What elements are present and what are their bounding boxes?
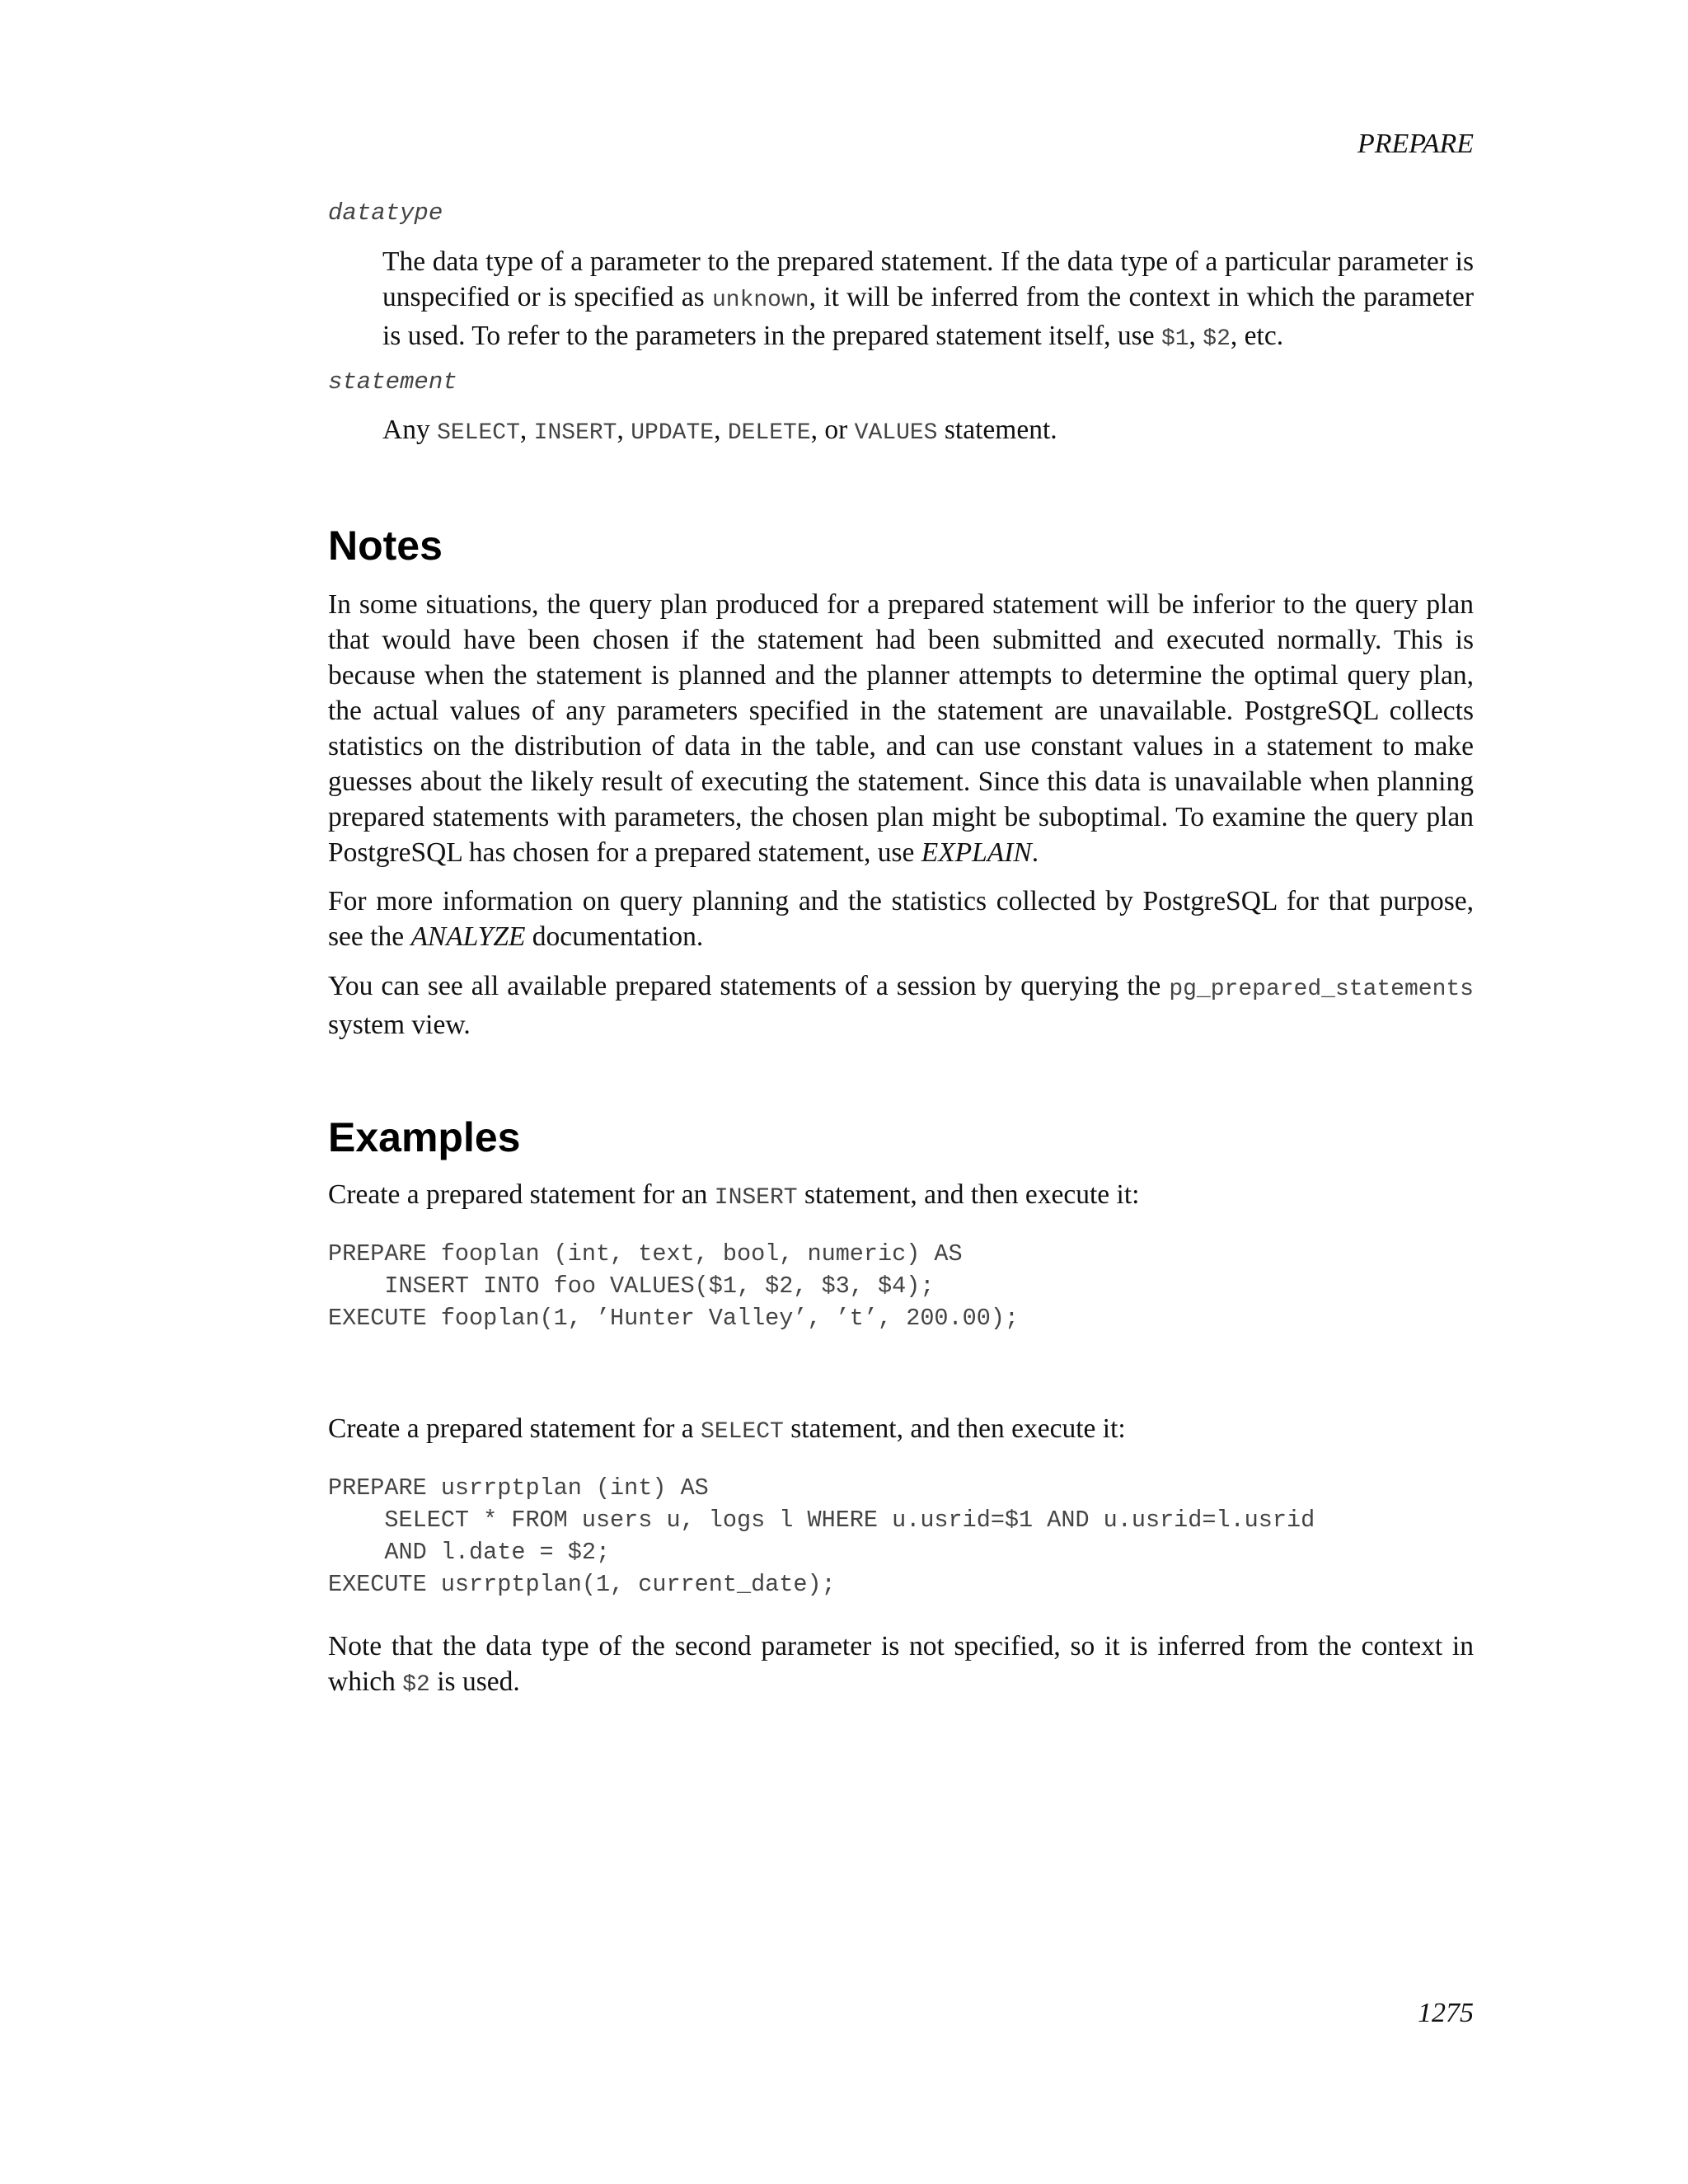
inline-code: SELECT — [437, 420, 520, 446]
link-explain[interactable]: EXPLAIN — [921, 837, 1032, 868]
page-number: 1275 — [1418, 1998, 1474, 2028]
inline-code: $1 — [1160, 326, 1189, 352]
inline-code: $2 — [402, 1672, 430, 1698]
notes-paragraph-3: You can see all available prepared statements of a session by querying the pg_prepared_statements system view. — [328, 971, 1474, 1040]
param-desc-statement: Any SELECT, INSERT, UPDATE, DELETE, or VALUES statement. — [382, 415, 1057, 446]
example-2-intro: Create a prepared statement for a SELECT statement, and then execute it: — [328, 1413, 1126, 1445]
code-block-2: PREPARE usrrptplan (int) AS SELECT * FROM users u, logs l WHERE u.usrid=$1 AND u.usrid=l.usrid AND l.date = $2; EXECUTE usrrptplan(1, current_date); — [328, 1474, 1315, 1598]
section-heading-notes: Notes — [328, 523, 443, 569]
inline-code: INSERT — [533, 420, 617, 446]
inline-code: DELETE — [727, 420, 811, 446]
example-note: Note that the data type of the second parameter is not specified, so it is inferred from the context in which $2 is used. — [328, 1631, 1474, 1698]
code-block-1: PREPARE fooplan (int, text, bool, numeric) AS INSERT INTO foo VALUES($1, $2, $3, $4); EXECUTE fooplan(1, ’Hunter Valley’, ’t’, 200.00); — [328, 1240, 1020, 1332]
running-header: PREPARE — [1357, 129, 1474, 159]
inline-code: UPDATE — [631, 420, 715, 446]
param-term-datatype: datatype — [328, 199, 443, 227]
document-page — [328, 0, 1474, 2184]
section-heading-examples: Examples — [328, 1114, 521, 1160]
notes-paragraph-2: For more information on query planning and the statistics collected by PostgreSQL for that purpose, see the ANALYZE documentation. — [328, 886, 1474, 952]
inline-code: $2 — [1203, 326, 1231, 352]
link-analyze[interactable]: ANALYZE — [410, 921, 526, 952]
inline-code: unknown — [711, 288, 809, 313]
inline-code: VALUES — [854, 420, 938, 446]
example-1-intro: Create a prepared statement for an INSERT statement, and then execute it: — [328, 1179, 1140, 1211]
inline-code: pg_prepared_statements — [1169, 977, 1474, 1002]
param-desc-datatype: The data type of a parameter to the prepared statement. If the data type of a particular parameter is unspecified or is specified as unknown, it will be inferred from the context in which the parameter is used. To refer to the parameters in the prepared statement itself, use $1, $2, etc. — [382, 246, 1474, 352]
notes-paragraph-1: In some situations, the query plan produced for a prepared statement will be inferior to the query plan that would have been chosen if the statement had been submitted and executed normally. This is because when the statement is planned and the planner attempts to determine the optimal query plan, the actual values of any parameters specified in the statement are unavailable. PostgreSQL collects statistics on the distribution of data in the table, and can use constant values in a statement to make guesses about the likely result of executing the statement. Since this data is unavailable when planning prepared statements with parameters, the chosen plan might be suboptimal. To examine the query plan PostgreSQL has chosen for a prepared statement, use EXPLAIN. — [328, 589, 1474, 868]
inline-code: SELECT — [701, 1419, 784, 1445]
inline-code: INSERT — [714, 1185, 798, 1211]
param-term-statement: statement — [328, 368, 457, 396]
